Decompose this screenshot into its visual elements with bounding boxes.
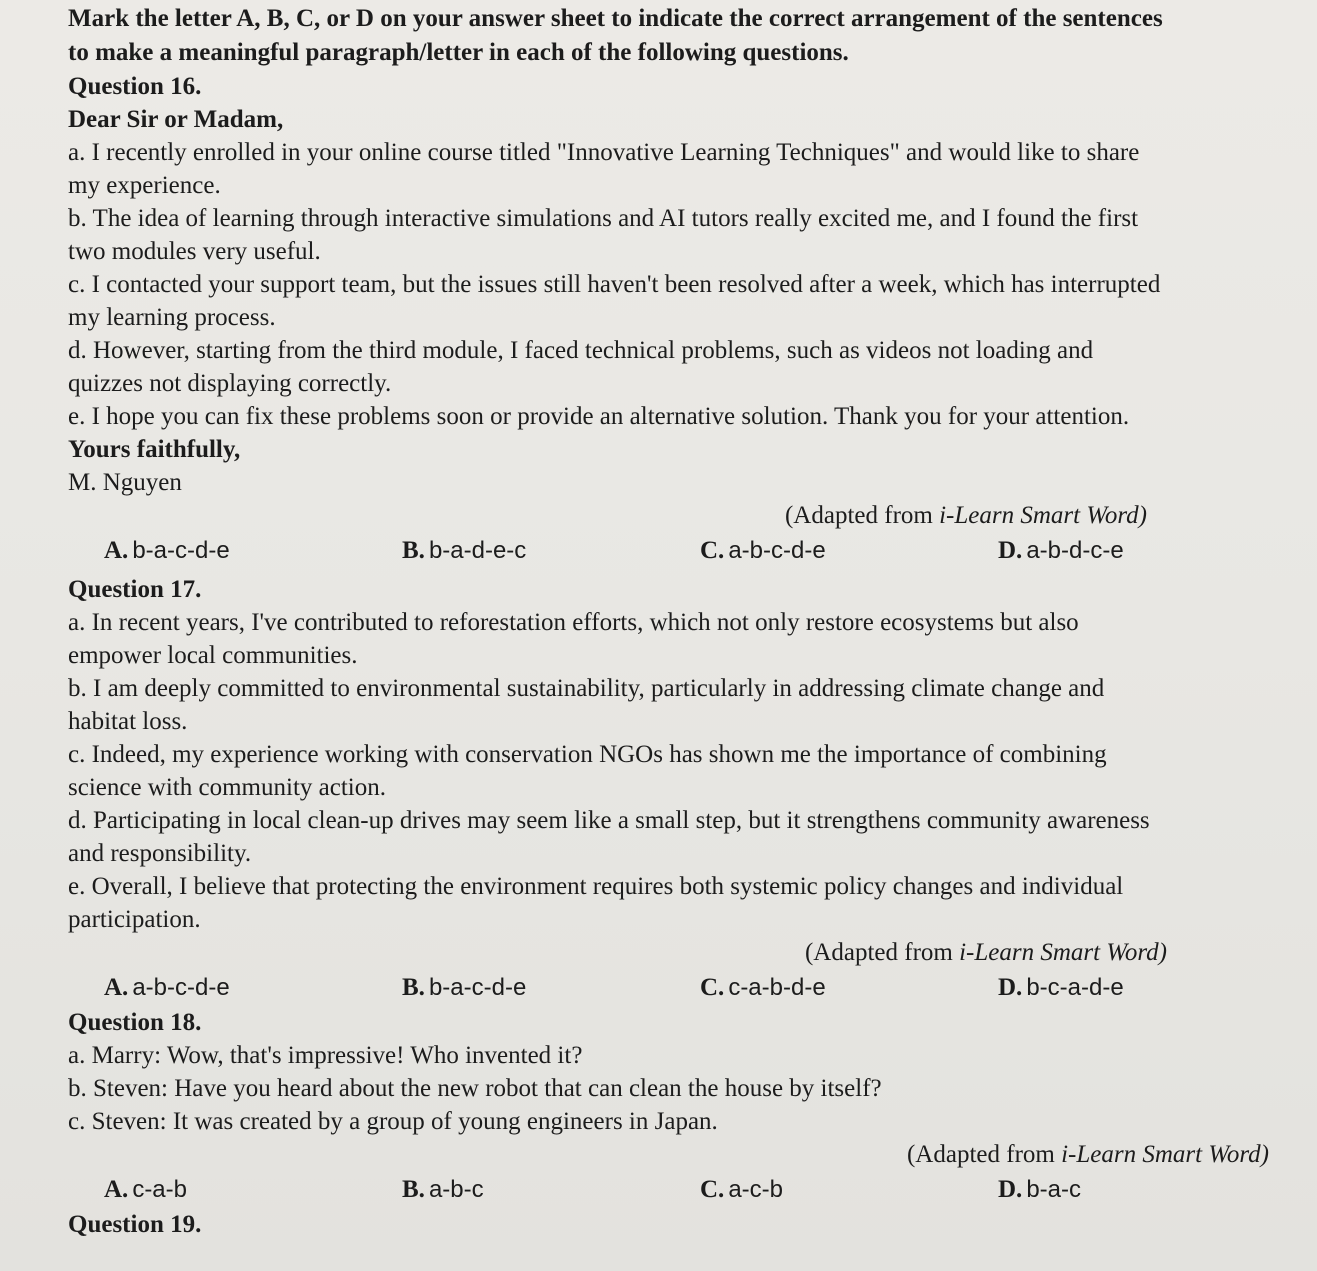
option-text: b-a-c-d-e <box>132 537 230 564</box>
instruction-line: to make a meaningful paragraph/letter in each of the following questions. <box>68 39 849 66</box>
option-text: b-a-d-e-c <box>428 537 527 564</box>
sentence-line: d. However, starting from the third module, I faced technical problems, such as videos not loading and <box>68 337 1094 364</box>
sentence-line: c. Indeed, my experience working with conservation NGOs has shown me the importance of combining <box>68 741 1107 768</box>
instructions <box>68 2 1297 70</box>
sentence-line: c. Steven: It was created by a group of young engineers in Japan. <box>68 1108 718 1135</box>
sentence-line: my learning process. <box>68 304 276 331</box>
option-text: a-b-c-d-e <box>132 974 230 1001</box>
question-17 <box>68 573 1297 1006</box>
option-a[interactable] <box>104 533 402 569</box>
option-text: b-a-c <box>1026 1176 1081 1203</box>
question-title: Question 18. <box>68 1009 202 1036</box>
option-letter: C. <box>700 537 725 564</box>
question-title: Question 19. <box>68 1211 202 1238</box>
option-d[interactable] <box>998 533 1296 569</box>
option-text: c-a-b-d-e <box>728 974 826 1001</box>
source-prefix: (Adapted from <box>784 502 940 529</box>
option-b[interactable] <box>402 970 700 1006</box>
sentence-line: habitat loss. <box>68 708 188 735</box>
option-text: a-b-d-c-e <box>1026 537 1124 564</box>
sentence-line: and responsibility. <box>68 840 252 867</box>
option-c[interactable] <box>700 533 998 569</box>
sentence-line: e. Overall, I believe that protecting the environment requires both systemic policy changes and individual <box>68 873 1124 900</box>
option-text: a-c-b <box>728 1176 783 1203</box>
sentence-line: b. Steven: Have you heard about the new robot that can clean the house by itself? <box>68 1075 882 1102</box>
source-prefix: (Adapted from <box>906 1141 1062 1168</box>
option-a[interactable] <box>104 970 402 1006</box>
source-title: i-Learn Smart Word) <box>939 502 1147 529</box>
option-letter: C. <box>700 974 725 1001</box>
source-title: i-Learn Smart Word) <box>959 939 1167 966</box>
source-title: i-Learn Smart Word) <box>1061 1141 1269 1168</box>
question-18 <box>68 1006 1297 1208</box>
sentence-line: science with community action. <box>68 774 386 801</box>
sentence-line: a. I recently enrolled in your online course titled "Innovative Learning Techniques" and would like to share <box>68 139 1140 166</box>
question-19 <box>68 1208 1297 1241</box>
sentence-line: d. Participating in local clean-up drives may seem like a small step, but it strengthens community awareness <box>68 807 1150 834</box>
sentence-line: empower local communities. <box>68 642 358 669</box>
option-text: b-a-c-d-e <box>428 974 527 1001</box>
option-text: a-b-c <box>428 1176 484 1203</box>
option-d[interactable] <box>998 1172 1296 1208</box>
option-letter: A. <box>104 974 129 1001</box>
option-letter: D. <box>998 537 1023 564</box>
sentence-line: a. In recent years, I've contributed to reforestation efforts, which not only restore ecosystems but also <box>68 609 1079 636</box>
source-prefix: (Adapted from <box>804 939 960 966</box>
question-title: Question 16. <box>68 73 202 100</box>
option-letter: D. <box>998 974 1023 1001</box>
letter-signature: M. Nguyen <box>68 469 182 496</box>
option-letter: D. <box>998 1176 1023 1203</box>
sentence-line: b. I am deeply committed to environmental sustainability, particularly in addressing climate change and <box>68 675 1105 702</box>
option-text: b-c-a-d-e <box>1026 974 1124 1001</box>
letter-greeting: Dear Sir or Madam, <box>68 106 284 133</box>
sentence-line: b. The idea of learning through interactive simulations and AI tutors really excited me, and I found the first <box>68 205 1139 232</box>
instruction-line: Mark the letter A, B, C, or D on your answer sheet to indicate the correct arrangement of the sentences <box>68 5 1163 32</box>
sentence-line: a. Marry: Wow, that's impressive! Who invented it? <box>68 1042 583 1069</box>
option-letter: B. <box>402 537 425 564</box>
source-citation <box>68 499 1297 533</box>
option-d[interactable] <box>998 970 1296 1006</box>
option-c[interactable] <box>700 970 998 1006</box>
option-b[interactable] <box>402 1172 700 1208</box>
answer-options <box>68 533 1297 569</box>
option-c[interactable] <box>700 1172 998 1208</box>
option-letter: A. <box>104 1176 129 1203</box>
option-b[interactable] <box>402 533 700 569</box>
question-16 <box>68 70 1297 569</box>
option-letter: B. <box>402 1176 425 1203</box>
option-text: a-b-c-d-e <box>728 537 826 564</box>
sentence-line: quizzes not displaying correctly. <box>68 370 392 397</box>
question-title: Question 17. <box>68 576 202 603</box>
sentence-line: c. I contacted your support team, but the issues still haven't been resolved after a week, which has interrupted <box>68 271 1161 298</box>
option-text: c-a-b <box>132 1176 187 1203</box>
answer-options <box>68 970 1297 1006</box>
option-a[interactable] <box>104 1172 402 1208</box>
option-letter: B. <box>402 974 425 1001</box>
option-letter: A. <box>104 537 129 564</box>
sentence-line: participation. <box>68 906 201 933</box>
sentence-line: my experience. <box>68 172 221 199</box>
source-citation <box>68 1138 1297 1172</box>
answer-options <box>68 1172 1297 1208</box>
source-citation <box>68 936 1297 970</box>
option-letter: C. <box>700 1176 725 1203</box>
letter-closing: Yours faithfully, <box>68 436 241 463</box>
sentence-line: e. I hope you can fix these problems soon or provide an alternative solution. Thank you for your attention. <box>68 403 1130 430</box>
sentence-line: two modules very useful. <box>68 238 321 265</box>
